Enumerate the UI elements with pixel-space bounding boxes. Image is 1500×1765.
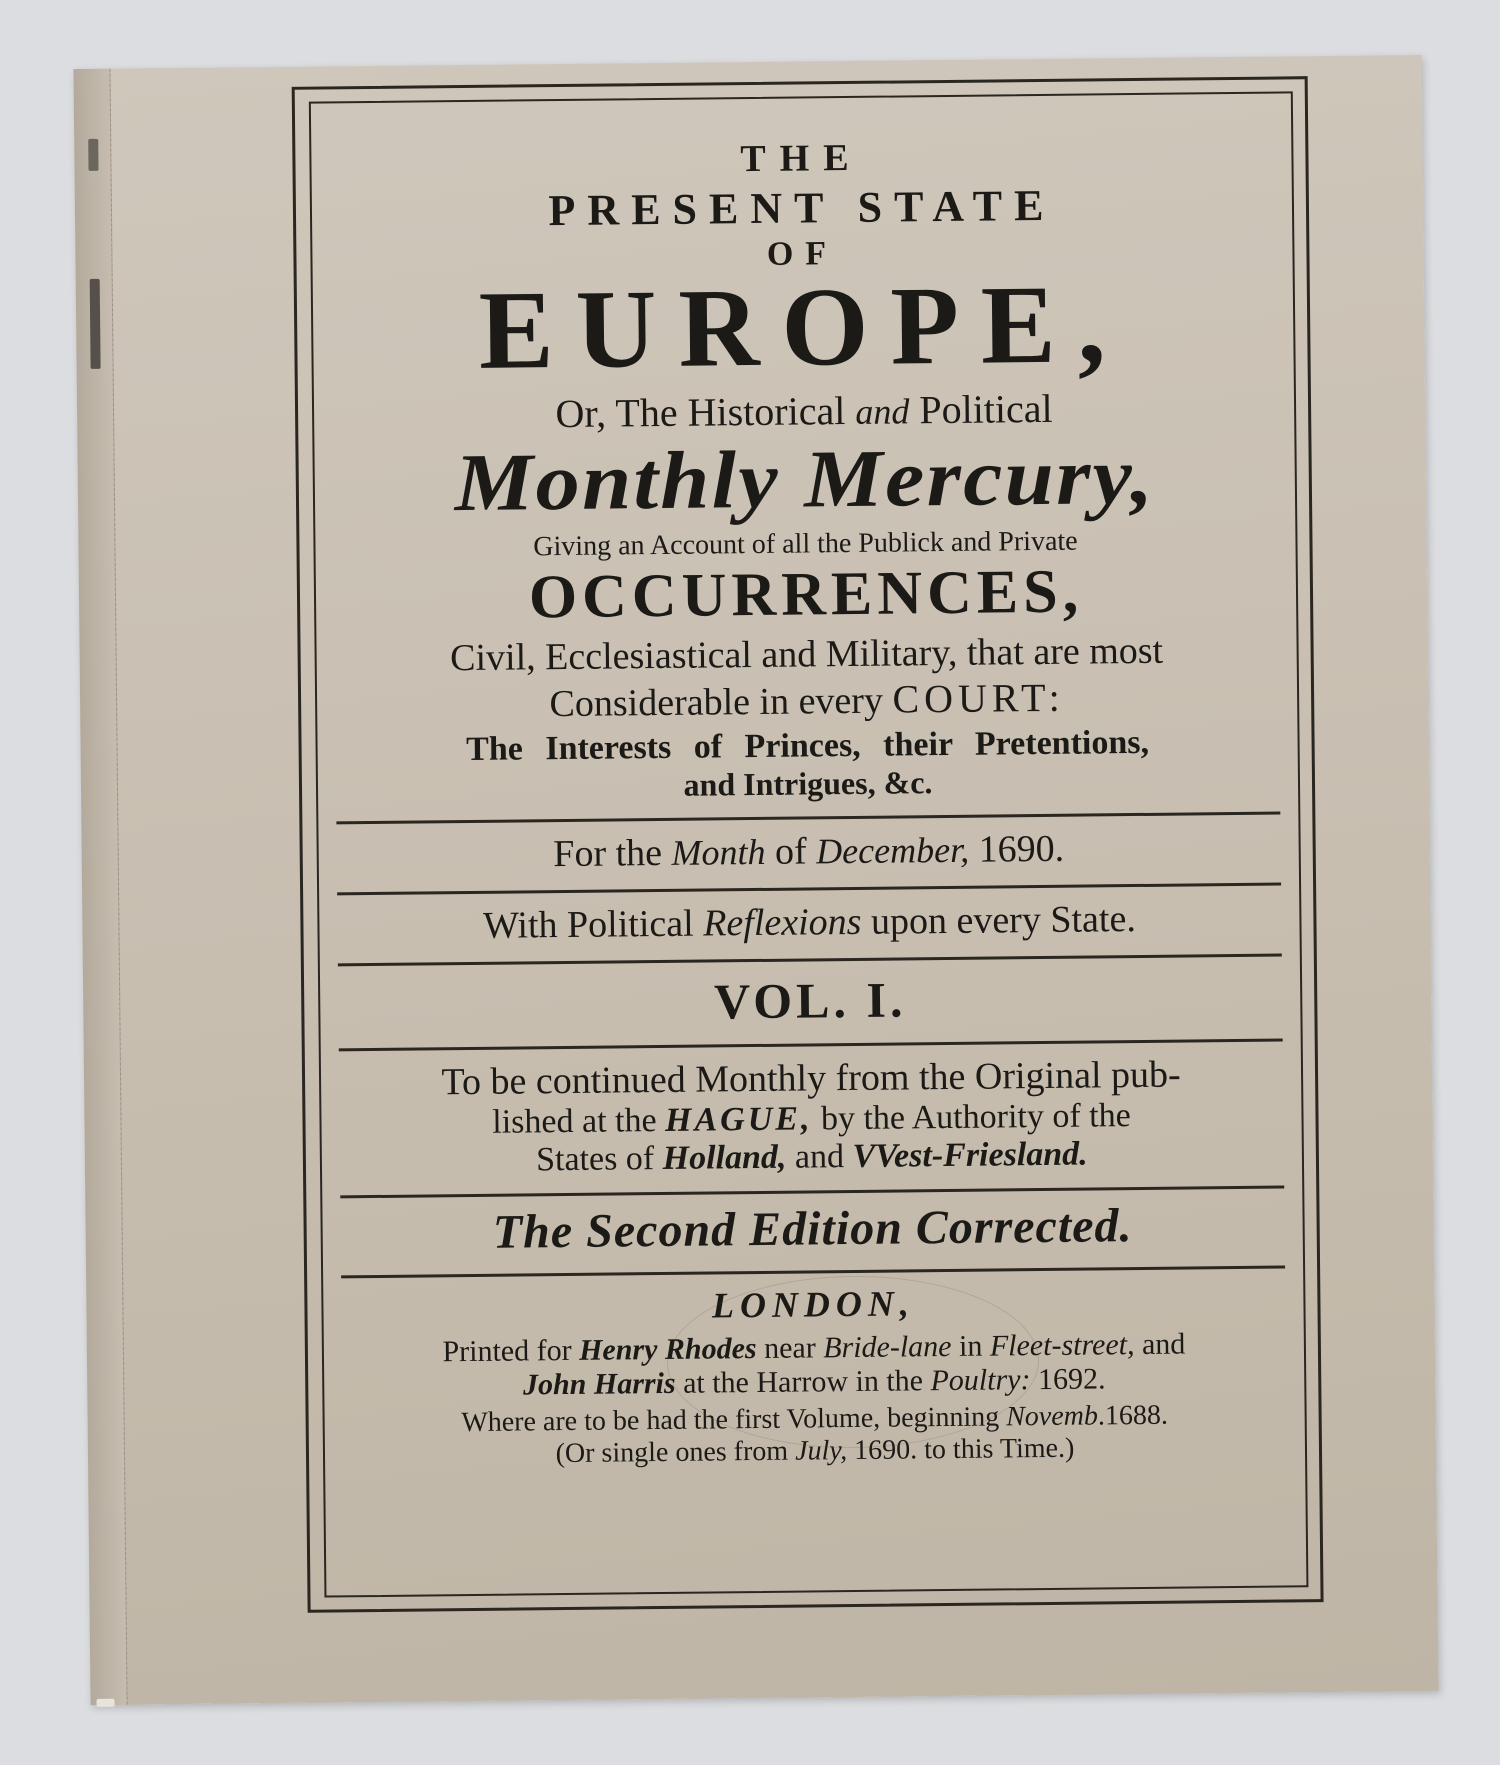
month-prefix: For the [553, 832, 663, 876]
horizontal-rule [337, 883, 1281, 896]
harris-name: John Harris [522, 1367, 676, 1402]
political-reflexions: Reflexions [702, 901, 862, 945]
stitch-mark [97, 1699, 115, 1707]
where-year: .1688. [1097, 1399, 1169, 1432]
published-prefix: lished at the [492, 1102, 657, 1142]
horizontal-rule [340, 1186, 1284, 1199]
subtitle-suffix: Political [919, 385, 1053, 433]
imprint-london: LONDON, [711, 1283, 916, 1326]
printed-and: and [1141, 1327, 1186, 1362]
political-reflexions-line [319, 896, 1299, 950]
printed-near: near [763, 1331, 816, 1366]
month-word: Month [671, 832, 766, 874]
harris-poultry: Poultry: [930, 1363, 1031, 1398]
title-monthly-mercury: Monthly Mercury, [454, 429, 1156, 529]
single-prefix: (Or single ones from [555, 1435, 789, 1470]
harris-year: 1692. [1037, 1362, 1106, 1397]
horizontal-rule [336, 812, 1280, 825]
subtitle-and: and [855, 391, 910, 432]
states-and: and [794, 1138, 845, 1176]
month-year: 1690. [978, 828, 1065, 871]
month-of: of [774, 830, 807, 874]
where-prefix: Where are to be had the first Volume, beginning [461, 1401, 1000, 1439]
title-present-state: PRESENT STATE [548, 180, 1056, 236]
continued-line: To be continued Monthly from the Original pub- [441, 1053, 1181, 1104]
stitch-mark [88, 139, 98, 171]
printed-prefix: Printed for [442, 1334, 572, 1369]
considerable-text: Considerable in every [549, 679, 884, 726]
month-line [319, 825, 1299, 879]
title-occurrences: OCCURRENCES, [528, 557, 1084, 632]
harris-at: at the Harrow in the [682, 1364, 924, 1401]
printed-bride-lane: Bride-lane [823, 1330, 952, 1365]
political-prefix: With Political [482, 902, 694, 948]
civil-ecclesiastical-line: Civil, Ecclesiastical and Military, that are most [449, 630, 1164, 680]
document-page [73, 55, 1438, 1705]
where-month: Novemb [1005, 1400, 1099, 1433]
states-holland: Holland, [662, 1138, 787, 1178]
bound-spine [73, 69, 127, 1705]
considerable-court-line [317, 672, 1297, 729]
printer-name: Henry Rhodes [578, 1332, 757, 1368]
published-place: HAGUE, [664, 1100, 813, 1140]
interests-line: The Interests of Princes, their Pretentions, [465, 724, 1150, 769]
volume-number: VOL. I. [713, 971, 907, 1030]
political-suffix: upon every State. [870, 898, 1137, 944]
states-prefix: States of [535, 1140, 655, 1179]
court-word: COURT: [892, 675, 1065, 722]
title-the: THE [740, 136, 863, 181]
single-suffix: 1690. to this Time.) [854, 1432, 1075, 1467]
horizontal-rule [338, 954, 1282, 967]
stitch-mark [90, 279, 101, 369]
second-edition-line: The Second Edition Corrected. [492, 1199, 1133, 1260]
intrigues-line: and Intrigues, &c. [683, 764, 933, 804]
single-month: July, [794, 1435, 848, 1467]
published-suffix: by the Authority of the [820, 1097, 1131, 1138]
horizontal-rule [341, 1266, 1285, 1279]
horizontal-rule [339, 1039, 1283, 1052]
printed-in: in [958, 1329, 983, 1364]
subtitle-prefix: Or, The Historical [555, 388, 846, 437]
title-of: OF [766, 235, 839, 273]
title-europe: EUROPE, [478, 262, 1129, 393]
printed-fleet-street: Fleet-street, [989, 1328, 1135, 1363]
states-friesland: VVest-Friesland. [852, 1135, 1088, 1176]
giving-account-line: Giving an Account of all the Publick and Private [533, 525, 1078, 563]
month-name: December, [815, 830, 970, 872]
